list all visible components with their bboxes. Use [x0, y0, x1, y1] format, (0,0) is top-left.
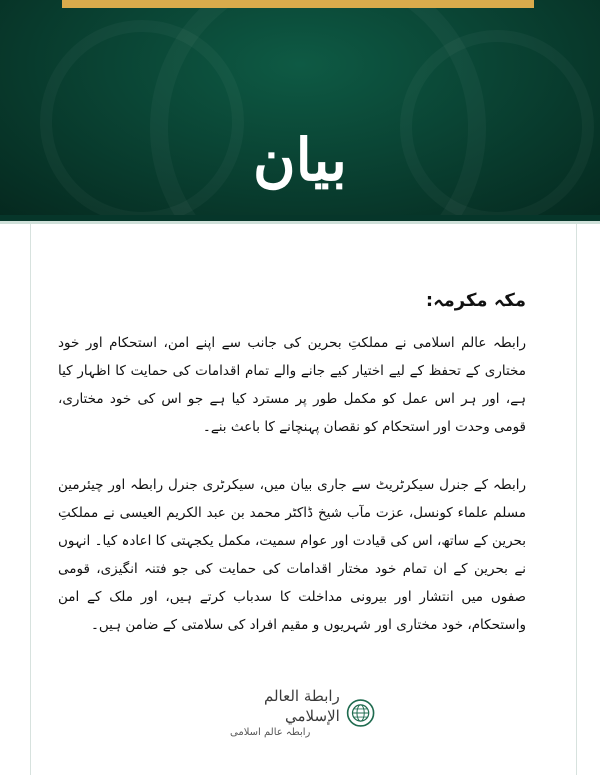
- organization-logo: [230, 688, 375, 738]
- page-title: بيان: [253, 126, 347, 194]
- gold-accent-bar: [62, 0, 534, 8]
- header-banner: [0, 0, 600, 215]
- logo-subtitle: رابطہ عالم اسلامی: [230, 727, 311, 738]
- logo-name: رابطة العالم الإسلامي: [263, 687, 340, 725]
- globe-emblem-icon: [346, 695, 375, 731]
- statement-body: [58, 290, 526, 669]
- dateline-place: مکہ مکرمہ:: [425, 290, 526, 311]
- paragraph: رابطہ عالم اسلامی نے مملکتِ بحرین کی جانب سے اپنے امن، استحکام اور خود مختاری کے تحفظ کے لیے اختیار کیے جانے والے تمام اقدامات کی حمایت کا اظہار کیا ہے، اور ہر اس عمل کو مکمل طور پر مسترد کیا ہے جو اس کی خود مختاری، قومی وحدت اور استحکام کو نقصان پہنچانے کا باعث بنے۔: [58, 335, 526, 435]
- logo-text: [230, 686, 340, 740]
- paragraph: رابطہ کے جنرل سیکرٹریٹ سے جاری بیان میں، سیکرٹری جنرل رابطہ اور چیئرمین مسلم علماء کونسل، عزت مآب شیخ ڈاکٹر محمد بن عبد الکریم العیسی نے مملکتِ بحرین کے ساتھ، اس کی قیادت اور عوام سمیت، مکمل یکجہتی کا اعادہ کیا۔ انہوں نے بحرین کے ان تمام خود مختار اقدامات کی حمایت کی جو فتنہ انگیزی، قومی صفوں میں انتشار اور بیرونی مداخلت کا سدباب کرتے ہیں، اور ملک کے امن واستحکام، خود مختاری اور شہریوں و مقیم افراد کی سلامتی کے ضامن ہیں۔: [58, 477, 526, 633]
